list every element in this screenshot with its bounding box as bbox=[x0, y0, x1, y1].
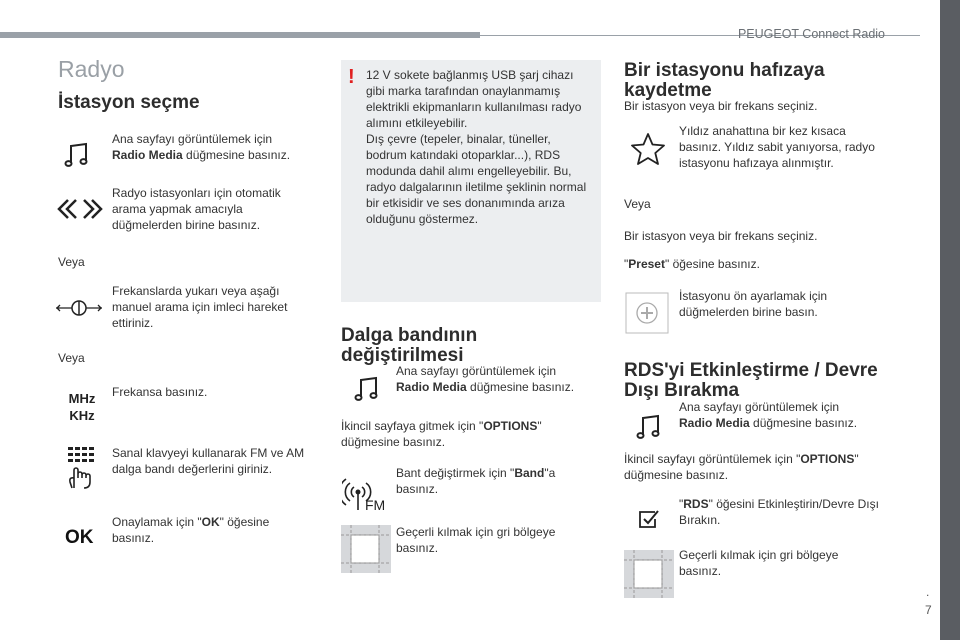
warning-icon: ! bbox=[348, 66, 355, 88]
section-title: Radyo bbox=[58, 56, 125, 82]
radio-fm-icon bbox=[342, 472, 388, 512]
col3-para4: İkincil sayfayı görüntülemek için "OPTIONS" düğmesine basınız. bbox=[624, 452, 859, 482]
col3-item1: Yıldız anahattına bir kez kısaca basınız. Yıldız sabit yanıyorsa, radyo istasyonu hafızaya alınmıştır. bbox=[679, 124, 875, 170]
checkbox-icon bbox=[635, 507, 663, 531]
music-note-icon bbox=[632, 410, 666, 444]
slider-cursor-icon bbox=[54, 296, 104, 320]
seek-arrows-icon bbox=[56, 194, 104, 224]
gray-zone-icon bbox=[624, 550, 674, 598]
plus-preset-icon bbox=[625, 292, 669, 334]
star-icon bbox=[628, 130, 668, 168]
col2-para1: İkincil sayfaya gitmek için "OPTIONS" düğmesine basınız. bbox=[341, 419, 542, 449]
page-number: 7 bbox=[925, 603, 932, 617]
col3-item2: İstasyonu ön ayarlamak için düğmelerden birine basın. bbox=[679, 289, 828, 319]
col1-item2: Radyo istasyonları için otomatik arama yapmak amacıyla düğmelerden birine basınız. bbox=[112, 186, 281, 232]
heading-save-station: Bir istasyonu hafızaya kaydetme bbox=[624, 60, 825, 101]
keypad-icon bbox=[62, 444, 98, 490]
side-bar bbox=[940, 0, 960, 640]
col1-item5: Sanal klavyeyi kullanarak FM ve AM dalga bandı değerlerini giriniz. bbox=[112, 446, 305, 476]
mhz-khz-icon: MHz KHz bbox=[68, 391, 96, 423]
col1-item1: Ana sayfayı görüntülemek için Radio Media düğmesine basınız. bbox=[112, 132, 291, 162]
gray-zone-icon bbox=[341, 525, 391, 573]
col2-item1: Ana sayfayı görüntülemek için Radio Media düğmesine basınız. bbox=[396, 364, 575, 394]
col1-item3: Frekanslarda yukarı veya aşağı manuel arama için imleci hareket ettiriniz. bbox=[112, 284, 288, 330]
col3-item4: "RDS" öğesini Etkinleştirin/Devre Dışı Bırakın. bbox=[679, 497, 879, 527]
heading-station-select: İstasyon seçme bbox=[58, 92, 200, 113]
col3-item5: Geçerli kılmak için gri bölgeye basınız. bbox=[679, 548, 839, 578]
warning-text: 12 V sokete bağlanmış USB şarj cihazı gibi marka tarafından onaylanmamış elektrikli ekipmanların kullanılması radyo alımını etkileyebilir. Dış çevre (tepeler, binalar, tüneller, bodrum katındaki otoparklar...), RDS modunda dahil alımı engelleyebilir. Bu, radyo dalgalarının iletilme şeklinin normal bir etkisidir ve ses donanımında arıza olduğunu göstermez. bbox=[366, 68, 587, 226]
col3-para1: Bir istasyon veya bir frekans seçiniz. bbox=[624, 99, 818, 113]
music-note-icon bbox=[350, 372, 384, 406]
heading-band-change: Dalga bandının değiştirilmesi bbox=[341, 325, 478, 366]
col1-item6: Onaylamak için "OK" öğesine basınız. bbox=[112, 515, 270, 545]
col3-item3: Ana sayfayı görüntülemek için Radio Media düğmesine basınız. bbox=[679, 400, 858, 430]
col3-veya: Veya bbox=[624, 197, 651, 211]
col2-item3: Geçerli kılmak için gri bölgeye basınız. bbox=[396, 525, 556, 555]
col1-veya2: Veya bbox=[58, 351, 85, 365]
svg-text:FM: FM bbox=[365, 497, 386, 512]
ok-icon: OK bbox=[65, 527, 94, 548]
page-dot: . bbox=[926, 585, 930, 599]
col1-item4: Frekansa basınız. bbox=[112, 385, 208, 399]
col1-veya1: Veya bbox=[58, 255, 85, 269]
col2-item2: Bant değiştirmek için "Band"a basınız. bbox=[396, 466, 556, 496]
brand-label: PEUGEOT Connect Radio bbox=[737, 27, 885, 41]
music-note-icon bbox=[60, 138, 94, 172]
col3-para2: Bir istasyon veya bir frekans seçiniz. bbox=[624, 229, 818, 243]
header-bar bbox=[0, 32, 480, 38]
heading-rds: RDS'yi Etkinleştirme / Devre Dışı Bırakma bbox=[624, 360, 878, 401]
col3-para3: "Preset" öğesine basınız. bbox=[624, 257, 760, 271]
